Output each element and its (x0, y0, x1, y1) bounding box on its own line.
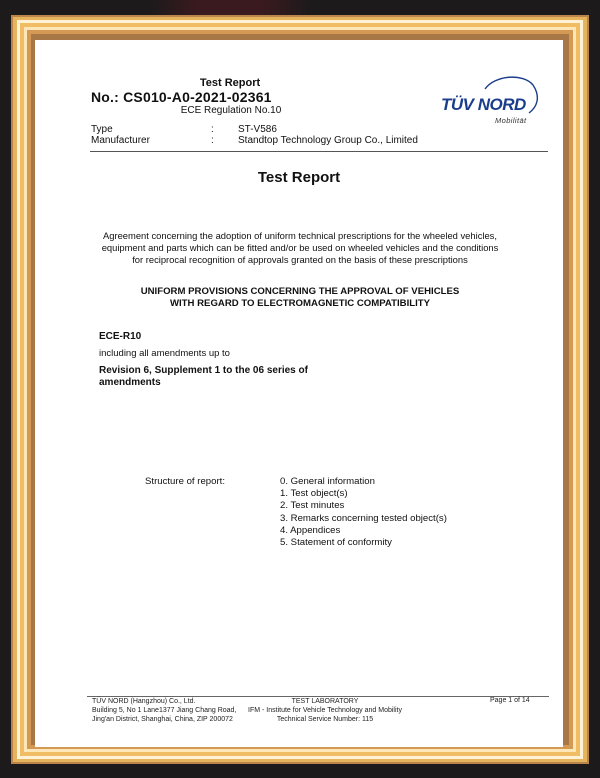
footer-lab-title: TEST LABORATORY (291, 698, 359, 705)
report-number: No.: CS010-A0-2021-02361 (91, 89, 272, 105)
structure-item: 0. General information (280, 476, 375, 487)
header-divider (90, 151, 548, 152)
structure-label: Structure of report: (145, 476, 225, 487)
document-title: Test Report (257, 169, 341, 186)
meta-row-manufacturer (91, 135, 418, 146)
footer-laboratory (215, 697, 435, 724)
logo-text: TÜV NORD (441, 95, 526, 114)
footer-address-line: Jing'an District, Shanghai, China, ZIP 200072 (92, 716, 233, 723)
footer-lab-institute: IFM - Institute for Vehicle Technology and Mobility (248, 707, 402, 714)
meta-colon: : (211, 124, 214, 135)
meta-value: Standtop Technology Group Co., Limited (238, 135, 418, 146)
meta-table (91, 124, 418, 146)
meta-label: Manufacturer (91, 135, 150, 146)
footer-company: TÜV NORD (Hangzhou) Co., Ltd. (92, 698, 196, 705)
tuv-nord-logo (433, 75, 545, 130)
uniform-provisions-heading (95, 286, 505, 310)
meta-value: ST-V586 (238, 124, 277, 135)
meta-colon: : (211, 135, 214, 146)
page-number: Page 1 of 14 (490, 697, 530, 704)
structure-item: 3. Remarks concerning tested object(s) (280, 512, 447, 524)
header-title: Test Report (199, 77, 261, 89)
uniform-line-2: WITH REGARD TO ELECTROMAGNETIC COMPATIBILITY (169, 298, 431, 309)
structure-item: 5. Statement of conformity (280, 537, 392, 549)
background-glow (150, 0, 310, 16)
meta-row-type (91, 124, 418, 135)
structure-item: 2. Test minutes (280, 500, 345, 512)
logo-subtitle: Mobilität (495, 116, 527, 125)
revision-text: Revision 6, Supplement 1 to the 06 series of amendments (99, 365, 308, 388)
structure-item: 4. Appendices (280, 524, 341, 536)
structure-list (280, 476, 447, 549)
structure-item: 1. Test object(s) (280, 488, 348, 500)
regulation: ECE Regulation No.10 (180, 105, 282, 116)
footer-address-line: Building 5, No 1 Lane1377 Jiang Chang Road, (92, 707, 237, 714)
meta-label: Type (91, 124, 113, 135)
uniform-line-1: UNIFORM PROVISIONS CONCERNING THE APPROVAL OF VEHICLES (140, 286, 460, 297)
amendments-note: including all amendments up to (99, 348, 230, 359)
footer-service-number: Technical Service Number: 115 (276, 716, 374, 723)
ece-regulation: ECE-R10 (99, 331, 142, 342)
certificate-page (35, 40, 563, 747)
agreement-paragraph: Agreement concerning the adoption of uniform technical prescriptions for the wheeled vehicles, equipment and parts which can be fitted and/or be used on wheeled vehicles and the conditions for reciprocal recognition of approvals granted on the basis of these prescriptions (101, 230, 499, 265)
